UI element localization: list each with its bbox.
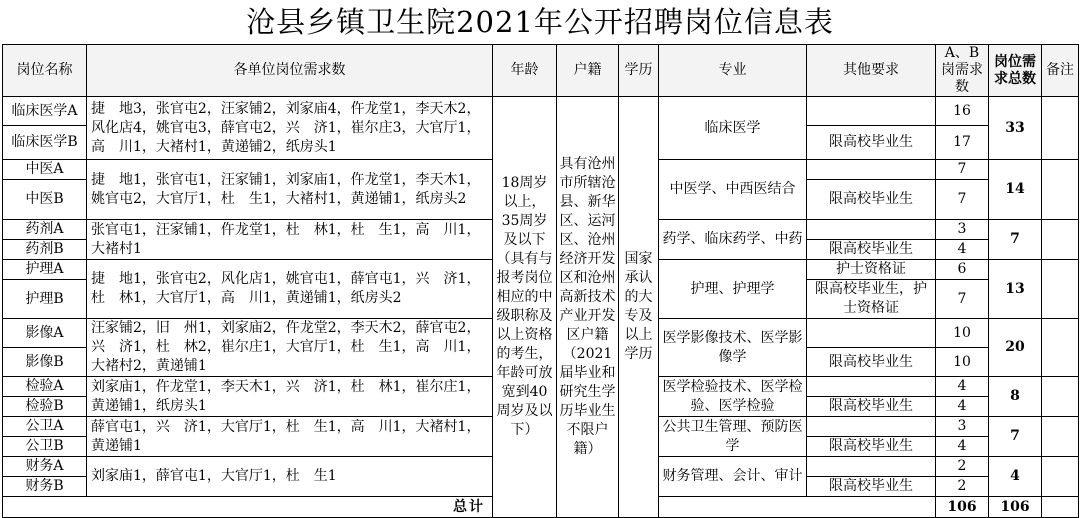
position-name: 中医A <box>3 160 87 180</box>
ab-count: 4 <box>936 240 989 260</box>
ab-count: 2 <box>936 477 989 497</box>
ab-count: 16 <box>936 97 989 126</box>
ab-count: 3 <box>936 417 989 437</box>
education-requirement: 国家承认的大专及以上学历 <box>619 97 659 518</box>
position-name: 财务B <box>3 477 87 497</box>
remark <box>1042 377 1079 417</box>
ab-count: 3 <box>936 220 989 240</box>
position-name: 护理A <box>3 260 87 280</box>
remark <box>1042 97 1079 160</box>
ab-count: 6 <box>936 260 989 280</box>
header-education: 学历 <box>619 45 659 97</box>
header-other: 其他要求 <box>807 45 936 97</box>
remark <box>1042 319 1079 377</box>
ab-count: 4 <box>936 377 989 397</box>
ab-count: 17 <box>936 126 989 160</box>
other-requirement <box>807 160 936 180</box>
major: 医学影像技术、医学影像学 <box>659 319 807 377</box>
other-requirement <box>807 97 936 126</box>
unit-needs: 张官屯1，汪家铺1，仵龙堂1，杜 林1，杜 生1，高 川1，大褚村1 <box>87 220 493 260</box>
ab-count: 2 <box>936 457 989 477</box>
other-requirement: 限高校毕业生 <box>807 240 936 260</box>
header-position: 岗位名称 <box>3 45 87 97</box>
group-total: 33 <box>989 97 1042 160</box>
position-name: 检验B <box>3 397 87 417</box>
unit-needs: 刘家庙1，薛官屯1，大官厅1，杜 生1 <box>87 457 493 497</box>
position-name: 护理B <box>3 280 87 319</box>
ab-total: 106 <box>936 497 989 518</box>
other-requirement: 限高校毕业生 <box>807 180 936 220</box>
other-requirement: 限高校毕业生 <box>807 437 936 457</box>
group-total: 20 <box>989 319 1042 377</box>
other-requirement <box>807 457 936 477</box>
remark <box>1042 417 1079 457</box>
group-total: 7 <box>989 417 1042 457</box>
grand-total: 106 <box>989 497 1042 518</box>
position-name: 公卫A <box>3 417 87 437</box>
other-requirement: 限高校毕业生 <box>807 126 936 160</box>
remark <box>1042 160 1079 220</box>
position-name: 检验A <box>3 377 87 397</box>
ab-count: 4 <box>936 437 989 457</box>
remark <box>1042 220 1079 260</box>
header-age: 年龄 <box>493 45 557 97</box>
major: 药学、临床药学、中药 <box>659 220 807 260</box>
major: 医学检验技术、医学检验、医学检验 <box>659 377 807 417</box>
major: 护理、护理学 <box>659 260 807 319</box>
position-name: 公卫B <box>3 437 87 457</box>
header-needs: 各单位岗位需求数 <box>87 45 493 97</box>
group-total: 4 <box>989 457 1042 497</box>
other-requirement <box>807 377 936 397</box>
major: 公共卫生管理、预防医学 <box>659 417 807 457</box>
ab-count: 4 <box>936 397 989 417</box>
unit-needs: 薛官屯1，兴 济1，大官厅1，杜 生1，高 川1，大褚村1，黄递铺1 <box>87 417 493 457</box>
unit-needs: 汪家铺2，旧 州1，刘家庙2，仵龙堂2，李天木2，薛官屯2，兴 济1，杜 林2，崔尔庄1，大官厅1，杜 生1，高 川1，大褚村2，黄递铺1 <box>87 319 493 377</box>
unit-needs: 捷 地1，张官屯1，汪家铺1，刘家庙1，仵龙堂1，李天木1，姚官屯2，大官厅1，杜 生1，大褚村1，黄递铺1，纸房头2 <box>87 160 493 220</box>
hukou-requirement: 具有沧州市所辖沧县、新华区、运河区、沧州经济开发区和沧州高新技术产业开发区户籍（2021届毕业和研究生学历毕业生不限户籍） <box>557 97 619 518</box>
major: 中医学、中西医结合 <box>659 160 807 220</box>
ab-count: 10 <box>936 319 989 348</box>
total-row <box>3 497 1079 518</box>
position-name: 中医B <box>3 180 87 220</box>
position-name: 药剂A <box>3 220 87 240</box>
position-name: 影像A <box>3 319 87 348</box>
unit-needs: 捷 地3，张官屯2，汪家铺2，刘家庙4，仵龙堂1，李天木2，风化店4，姚官屯3，薛官屯2，兴 济1，崔尔庄3，大官厅1，高 川1，大褚村1，黄递铺2，纸房头1 <box>87 97 493 160</box>
position-name: 临床医学B <box>3 126 87 160</box>
other-requirement: 限高校毕业生 <box>807 348 936 377</box>
age-requirement: 18周岁以上，35周岁及以下（具有与报考岗位相应的中级职称及以上资格的考生，年龄可放宽到40周岁及以下） <box>493 97 557 518</box>
other-requirement <box>807 319 936 348</box>
header-ab-count: A、B岗需求数 <box>936 45 989 97</box>
header-total: 岗位需求总数 <box>989 45 1042 97</box>
other-requirement <box>807 220 936 240</box>
total-remark <box>1042 497 1079 518</box>
header-remark: 备注 <box>1042 45 1079 97</box>
position-name: 药剂B <box>3 240 87 260</box>
group-total: 13 <box>989 260 1042 319</box>
remark <box>1042 457 1079 497</box>
other-requirement: 护士资格证 <box>807 260 936 280</box>
major: 财务管理、会计、审计 <box>659 457 807 497</box>
ab-count: 7 <box>936 280 989 319</box>
page-title: 沧县乡镇卫生院2021年公开招聘岗位信息表 <box>246 5 834 39</box>
ab-count: 10 <box>936 348 989 377</box>
other-requirement: 限高校毕业生 <box>807 477 936 497</box>
header-major: 专业 <box>659 45 807 97</box>
recruitment-table <box>2 44 1079 518</box>
other-requirement: 限高校毕业生，护士资格证 <box>807 280 936 319</box>
other-requirement: 限高校毕业生 <box>807 397 936 417</box>
major: 临床医学 <box>659 97 807 160</box>
unit-needs: 刘家庙1，仵龙堂1，李天木1，兴 济1，杜 林1，崔尔庄1，黄递铺1，纸房头1 <box>87 377 493 417</box>
group-total: 14 <box>989 160 1042 220</box>
ab-count: 7 <box>936 180 989 220</box>
unit-needs: 捷 地1，张官屯2，风化店1，姚官屯1，薛官屯1，兴 济1，杜 林1，大官厅1，高 川1，黄递铺1，纸房头2 <box>87 260 493 319</box>
position-name: 影像B <box>3 348 87 377</box>
ab-count: 7 <box>936 160 989 180</box>
remark <box>1042 260 1079 319</box>
group-total: 8 <box>989 377 1042 417</box>
total-label: 总计 <box>3 497 936 518</box>
group-total: 7 <box>989 220 1042 260</box>
header-hukou: 户籍 <box>557 45 619 97</box>
position-name: 财务A <box>3 457 87 477</box>
other-requirement <box>807 417 936 437</box>
position-name: 临床医学A <box>3 97 87 126</box>
table-row <box>3 97 1079 126</box>
